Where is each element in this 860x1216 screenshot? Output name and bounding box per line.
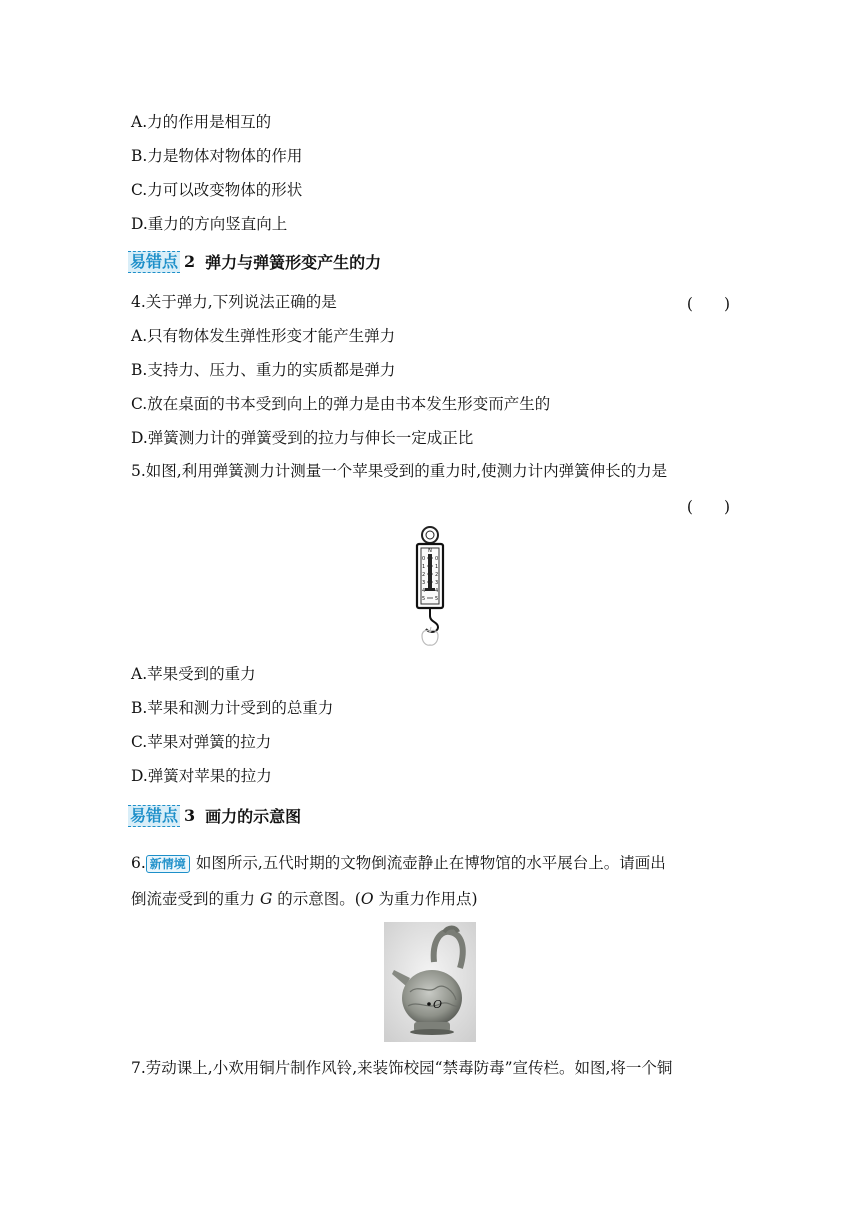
q6-text-2a: 倒流壶受到的重力 [131, 890, 260, 908]
scale-top-ring [422, 527, 438, 543]
scale-tick-right: 1 [435, 564, 439, 570]
scale-tick-left: 5 [422, 596, 426, 602]
q4-answer-paren: ( ) [686, 295, 730, 313]
q5-option-d: D.弹簧对苹果的拉力 [131, 767, 272, 785]
scale-tick-left: 2 [422, 572, 426, 578]
q3-option-d: D.重力的方向竖直向上 [131, 215, 288, 233]
scale-tick-left: 1 [422, 564, 426, 570]
q6-text-2c: 为重力作用点) [373, 890, 478, 908]
section-heading-3 [128, 804, 301, 827]
q3-option-a: A.力的作用是相互的 [131, 113, 272, 131]
q6-text-1: 如图所示,五代时期的文物倒流壶静止在博物馆的水平展台上。请画出 [195, 854, 666, 872]
section-tag: 易错点 [130, 251, 179, 271]
scale-tick-right: 2 [435, 572, 439, 578]
q3-option-c: C.力可以改变物体的形状 [131, 181, 303, 199]
scale-unit-label: N [428, 548, 432, 554]
gravity-point-o [427, 1002, 431, 1006]
scale-spring-indicator [428, 554, 432, 590]
q4-option-c: C.放在桌面的书本受到向上的弹力是由书本发生形变而产生的 [131, 395, 551, 413]
scale-tick-left: 0 [422, 556, 426, 562]
q6-number: 6. [131, 854, 146, 872]
scale-tick-right: 3 [435, 580, 439, 586]
q3-option-b: B.力是物体对物体的作用 [131, 147, 303, 165]
teapot-body [402, 970, 462, 1026]
section-tag: 易错点 [130, 805, 179, 825]
section-title: 弹力与弹簧形变产生的力 [205, 253, 382, 272]
scale-hook [426, 616, 438, 632]
q4-option-b: B.支持力、压力、重力的实质都是弹力 [131, 361, 396, 379]
section-heading-2 [128, 250, 381, 273]
scale-tick-right: 4 [435, 588, 439, 594]
q4-stem: 4.关于弹力,下列说法正确的是 [131, 293, 337, 311]
q5-option-a: A.苹果受到的重力 [131, 665, 256, 683]
section-number: 3 [184, 806, 196, 825]
scale-tick-right: 0 [435, 556, 439, 562]
q5-answer-paren: ( ) [686, 498, 730, 516]
teapot-figure [384, 922, 476, 1042]
section-number: 2 [184, 252, 196, 271]
q6-line-2 [131, 889, 478, 909]
q6-var-o: O [360, 890, 374, 908]
q6-line-1 [131, 853, 666, 873]
q7-text: 7.劳动课上,小欢用铜片制作风铃,来装饰校园“禁毒防毒”宣传栏。如图,将一个铜 [131, 1059, 673, 1077]
section-title: 画力的示意图 [205, 807, 302, 826]
spring-scale-figure [408, 524, 452, 650]
q4-option-a: A.只有物体发生弹性形变才能产生弹力 [131, 327, 396, 345]
q5-option-b: B.苹果和测力计受到的总重力 [131, 699, 334, 717]
scale-tick-left: 3 [422, 580, 426, 586]
new-context-badge: 新情境 [146, 855, 190, 873]
q5-option-c: C.苹果对弹簧的拉力 [131, 733, 272, 751]
point-o-label: O [433, 998, 443, 1011]
scale-tick-left: 4 [422, 588, 426, 594]
scale-tick-right: 5 [435, 596, 439, 602]
q6-var-g: G [259, 890, 273, 908]
apple-outline [422, 630, 438, 645]
q6-text-2b: 的示意图。( [272, 890, 361, 908]
q5-stem: 5.如图,利用弹簧测力计测量一个苹果受到的重力时,使测力计内弹簧伸长的力是 [131, 462, 668, 480]
q4-option-d: D.弹簧测力计的弹簧受到的拉力与伸长一定成正比 [131, 429, 474, 447]
